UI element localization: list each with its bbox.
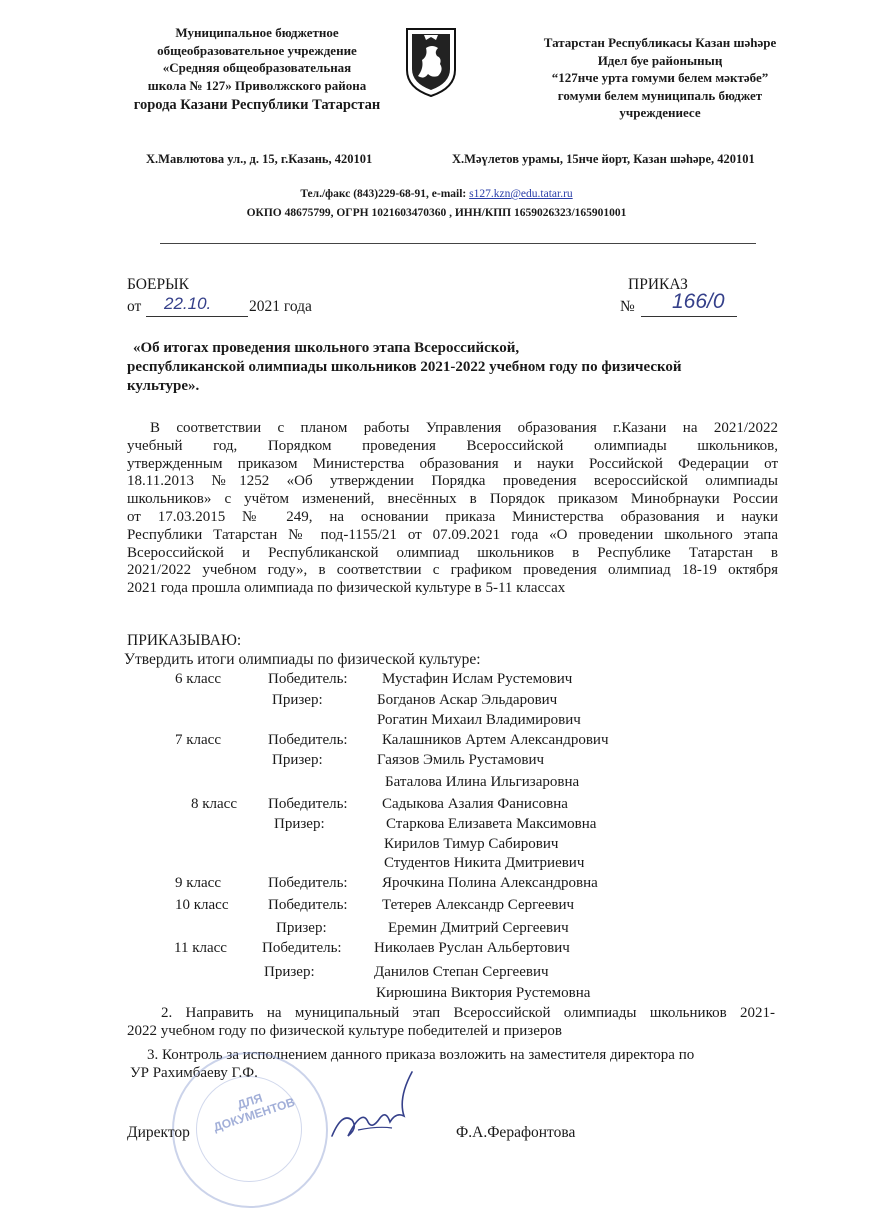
award-row xyxy=(0,671,873,691)
date-handwritten: 22.10. xyxy=(164,294,212,313)
header-left-line: школа № 127» Приволжского района xyxy=(147,77,367,93)
award-row xyxy=(0,836,873,856)
address-left: Х.Мавлютова ул., д. 15, г.Казань, 420101 xyxy=(146,152,373,166)
award-name: Николаев Руслан Альбертович xyxy=(374,940,570,956)
award-role: Победитель: xyxy=(268,732,348,748)
body-line: 2021/2022 учебном году», в соответствии с графиком проведения олимпиад 18-19 октября xyxy=(127,562,778,579)
number-handwritten: 166/0 xyxy=(672,290,725,313)
award-name: Студентов Никита Дмитриевич xyxy=(384,855,585,871)
header-right-line: “127нче урта гомуми белем мәктәбе” xyxy=(551,70,769,85)
award-row xyxy=(0,985,873,1005)
award-name: Старкова Елизавета Максимовна xyxy=(386,816,597,832)
registry-line: ОКПО 48675799, ОГРН 1021603470360 , ИНН/КПП 1659026323/165901001 xyxy=(246,207,627,219)
award-name: Богданов Аскар Эльдарович xyxy=(377,692,558,708)
number-prefix: № xyxy=(620,298,635,315)
body-line: В соответствии с планом работы Управления образования г.Казани на 2021/2022 xyxy=(150,420,778,436)
award-name: Тетерев Александр Сергеевич xyxy=(382,897,575,913)
award-name: Кирюшина Виктория Рустемовна xyxy=(376,985,591,1001)
header-left-line: города Казани Республики Татарстан xyxy=(133,97,381,113)
body-line: утвержденным приказом Министерства образования и науки Российской Федерации от xyxy=(127,455,778,472)
body-line: от 17.03.2015 № 249, на основании приказа Министерства образования и науки xyxy=(127,508,778,525)
award-row xyxy=(0,796,873,816)
award-role: Призер: xyxy=(276,920,327,936)
award-role: Призер: xyxy=(272,692,323,708)
award-name: Ярочкина Полина Александровна xyxy=(382,875,598,891)
award-name: Еремин Дмитрий Сергеевич xyxy=(388,920,569,936)
coat-of-arms-icon xyxy=(404,26,458,98)
header-left-line: Муниципальное бюджетное xyxy=(175,25,339,40)
preamble-paragraph xyxy=(127,420,778,598)
award-name: Рогатин Михаил Владимирович xyxy=(377,712,581,728)
body-line: школьников» с учётом изменений, внесённых в Порядок приказом Минобрнауки России xyxy=(127,491,778,508)
order-word: ПРИКАЗЫВАЮ: xyxy=(127,632,242,649)
address-right: Х.Мәүлетов урамы, 15нче йорт, Казан шәһәре, 420101 xyxy=(452,152,755,166)
award-name: Данилов Степан Сергеевич xyxy=(374,964,549,980)
award-role: Призер: xyxy=(274,816,325,832)
award-role: Призер: xyxy=(264,964,315,980)
header-right-line: гомуми белем муниципаль бюджет xyxy=(557,87,763,103)
director-label: Директор xyxy=(127,1124,190,1141)
header-right-line: Идел буе районының xyxy=(597,52,723,68)
header-left-line: общеобразовательное учреждение xyxy=(157,42,357,58)
order-label-tatar: БОЕРЫК xyxy=(127,276,189,293)
award-row xyxy=(0,816,873,836)
title-line: республиканской олимпиады школьников 2021-2022 учебном году по физической xyxy=(127,359,682,375)
award-role: Победитель: xyxy=(268,875,348,891)
title-line: «Об итогах проведения школьного этапа Всероссийской, xyxy=(133,340,520,356)
header-right-line: Татарстан Республикасы Казан шәһәре xyxy=(543,35,777,50)
item-2-line: 2. Направить на муниципальный этап Всероссийской олимпиады школьников 2021- xyxy=(161,1005,775,1021)
header-right-line: учреждениесе xyxy=(619,105,701,120)
number-underline xyxy=(641,316,737,317)
award-role: Победитель: xyxy=(268,671,348,687)
director-name: Ф.А.Ферафонтова xyxy=(456,1124,576,1141)
header-right xyxy=(490,34,830,122)
item-2-line: 2022 учебном году по физической культуре победителей и призеров xyxy=(127,1022,562,1039)
contact-prefix: Тел./факс (843)229-68-91, e-mail: xyxy=(300,188,470,200)
stamp-text: ДЛЯ ДОКУМЕНТОВ xyxy=(211,1090,297,1135)
award-row xyxy=(0,964,873,984)
body-line: 18.11.2013 №1252 «Об утверждении Порядка проведения всероссийской олимпиады xyxy=(127,473,778,490)
award-row xyxy=(0,875,873,895)
award-grade: 10 класс xyxy=(175,897,229,913)
header-left xyxy=(112,24,402,115)
order-title xyxy=(127,339,807,396)
award-grade: 7 класс xyxy=(175,732,221,748)
award-grade: 9 класс xyxy=(175,875,221,891)
award-row xyxy=(0,732,873,752)
award-row xyxy=(0,940,873,960)
award-grade: 6 класс xyxy=(175,671,221,687)
item-3-line: 3. Контроль за исполнением данного приказа возложить на заместителя директора по xyxy=(147,1047,695,1063)
award-grade: 11 класс xyxy=(174,940,227,956)
award-name: Гаязов Эмиль Рустамович xyxy=(377,752,545,768)
body-line: Республики Татарстан № под-1155/21 от 07.09.2021 года «О проведении школьного этапа xyxy=(127,526,778,543)
award-name: Садыкова Азалия Фанисовна xyxy=(382,796,568,812)
date-prefix: от xyxy=(127,298,142,315)
award-row xyxy=(0,692,873,712)
body-line: Всероссийской и Республиканской олимпиад школьников в Республике Татарстан в xyxy=(127,544,778,561)
award-role: Победитель: xyxy=(268,796,348,812)
item-2 xyxy=(127,1005,775,1041)
award-name: Мустафин Ислам Рустемович xyxy=(382,671,573,687)
header-divider xyxy=(160,243,756,244)
title-line: культуре». xyxy=(127,378,200,394)
award-role: Победитель: xyxy=(262,940,342,956)
contact-line xyxy=(0,188,873,200)
award-row xyxy=(0,752,873,772)
body-line: 2021 года прошла олимпиада по физической культуре в 5-11 классах xyxy=(127,580,566,597)
award-role: Призер: xyxy=(272,752,323,768)
body-line: учебный год, Порядком проведения Всероссийской олимпиады школьников, xyxy=(127,437,778,454)
item-3-line: УР Рахимбаеву Г.Ф. xyxy=(130,1064,258,1081)
order-label-russian: ПРИКАЗ xyxy=(628,276,688,293)
award-row xyxy=(0,855,873,875)
date-underline xyxy=(146,316,248,317)
award-role: Победитель: xyxy=(268,897,348,913)
approve-line: Утвердить итоги олимпиады по физической культуре: xyxy=(124,651,481,668)
award-name: Калашников Артем Александрович xyxy=(382,732,609,748)
award-row xyxy=(0,774,873,794)
award-name: Баталова Илина Ильгизаровна xyxy=(385,774,580,790)
award-row xyxy=(0,712,873,732)
award-row xyxy=(0,920,873,940)
award-grade: 8 класс xyxy=(191,796,237,812)
date-suffix: 2021 года xyxy=(249,298,312,315)
email-link[interactable]: s127.kzn@edu.tatar.ru xyxy=(469,188,573,200)
signature-icon xyxy=(328,1068,424,1148)
award-name: Кирилов Тимур Сабирович xyxy=(384,836,559,852)
organization-stamp-icon xyxy=(172,1052,328,1208)
header-left-line: «Средняя общеобразовательная xyxy=(162,60,352,75)
award-row xyxy=(0,897,873,917)
